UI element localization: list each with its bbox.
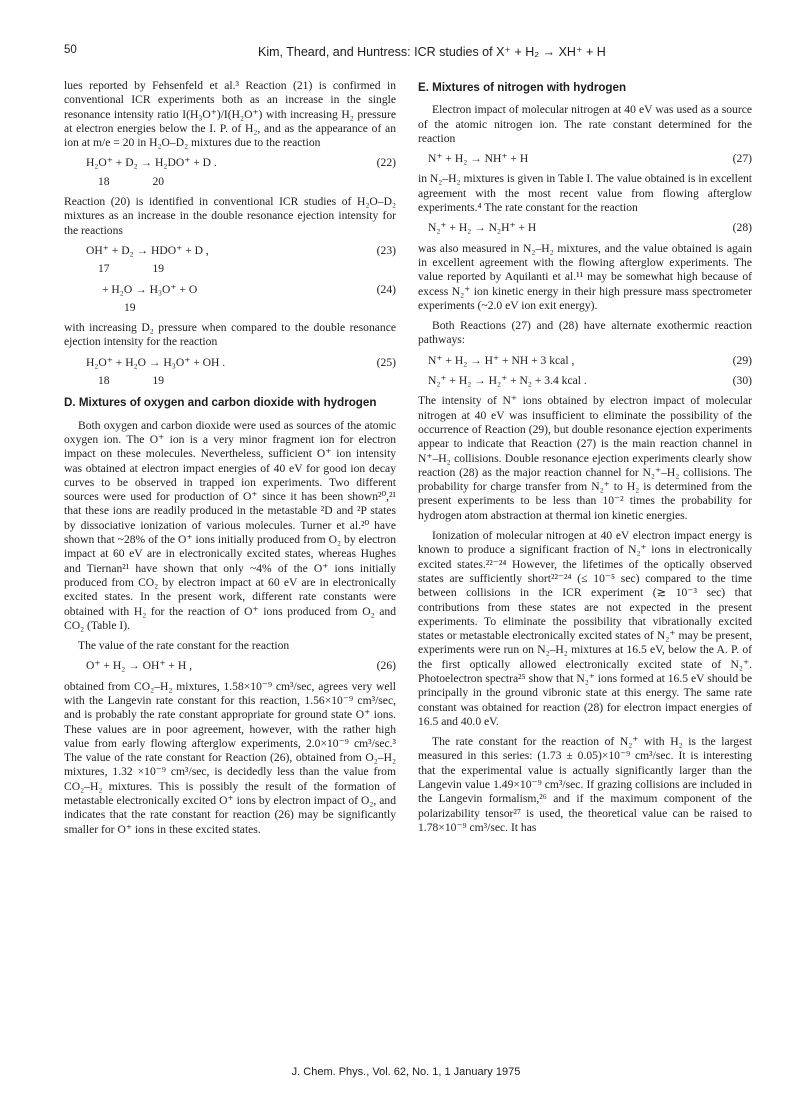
equation-25-masses: 18 19 bbox=[98, 374, 165, 388]
equation-25-text: H₂O⁺ + H₂O → H₃O⁺ + OH . bbox=[86, 355, 226, 369]
right-paragraph-4: Both Reactions (27) and (28) have alternate exothermic reaction pathways: bbox=[418, 319, 752, 347]
equation-26-number: (26) bbox=[376, 659, 396, 673]
right-paragraph-1: Electron impact of molecular nitrogen at 40 eV was used as a source of the atomic nitrogen ion. The rate constant determined for the reaction bbox=[418, 103, 752, 145]
equation-30-number: (30) bbox=[732, 374, 752, 388]
equation-25 bbox=[64, 356, 396, 389]
journal-citation: J. Chem. Phys., Vol. 62, No. 1, 1 January 1975 bbox=[291, 1066, 521, 1078]
right-paragraph-3: was also measured in N₂–H₂ mixtures, and the value obtained is again in excellent agreement with the flowing afterglow experiments. The value reported by Aquilanti et al.¹¹ may be somewhat high because of excess N₂⁺ ion kinetic energy in their high pressure mass spectrometer experiments (~2.0 eV ion exit energy). bbox=[418, 241, 752, 312]
equation-30 bbox=[418, 374, 752, 388]
right-column bbox=[418, 79, 752, 841]
section-heading-d: D. Mixtures of oxygen and carbon dioxide with hydrogen bbox=[64, 396, 377, 410]
equation-27-text: N⁺ + H₂ → NH⁺ + H bbox=[428, 152, 529, 166]
equation-23-masses: 17 19 bbox=[98, 262, 165, 276]
equation-22 bbox=[64, 156, 396, 189]
equation-24-text: + H₂O → H₃O⁺ + O bbox=[102, 282, 198, 296]
equation-25-number: (25) bbox=[376, 355, 396, 369]
right-paragraph-5: The intensity of N⁺ ions obtained by electron impact of molecular nitrogen at 40 eV was insufficient to eliminate the possibility of the occurrence of Reaction (29), but double resonance ejection experiments appear to indicate that Reaction (27) is the main reaction channel in N⁺–H₂ collisions. Double resonance ejection experiments clearly show reaction (28) as the major reaction channel for N₂⁺–H₂ collisions. The probability for charge transfer from N₂⁺ to H₂ is determined from the present experiments to be less than 10⁻² times the probability for hydrogen atom abstraction at thermal ion kinetic energies. bbox=[418, 394, 752, 522]
equation-28-text: N₂⁺ + H₂ → N₂H⁺ + H bbox=[428, 221, 537, 235]
equation-22-text: H₂O⁺ + D₂ → H₂DO⁺ + D . bbox=[86, 156, 217, 170]
equation-22-masses: 18 20 bbox=[98, 174, 165, 188]
equation-23 bbox=[64, 244, 396, 277]
equation-28 bbox=[418, 221, 752, 235]
equation-30-text: N₂⁺ + H₂ → H₂⁺ + N₂ + 3.4 kcal . bbox=[428, 374, 587, 388]
equation-23-number: (23) bbox=[376, 243, 396, 257]
equation-24-masses: 19 bbox=[124, 300, 136, 314]
page-number: 50 bbox=[64, 44, 77, 56]
right-paragraph-6: Ionization of molecular nitrogen at 40 eV electron impact energy is known to produce a significant fraction of N₂⁺ ions in electronically excited states.²²⁻²⁴ However, the lifetimes of the optically observed states are sufficiently short²²⁻²⁴ (≤ 10⁻⁵ sec) compared to the time between collisions in the ICR experiment (≳ 10⁻³ sec) that contributions from these states are not expected in the present experiments. To eliminate the possibility that vibrationally excited states or metastable electronically excited states of N₂⁺ may be present, experiments were run on N₂–H₂ mixtures at 16.5 eV, below the A. P. of the first optically allowed electronically excited state of N₂⁺. Photoelectron spectra²⁵ show that N₂⁺ ions formed at 16.5 eV should be principally in the ground vibronic state at this energy. The same rate constant was obtained for reaction (28) for electron impact energies of 16.5 and 40.0 eV. bbox=[418, 529, 752, 728]
equation-29 bbox=[418, 354, 752, 368]
running-title: Kim, Theard, and Huntress: ICR studies of X⁺ + H₂ → XH⁺ + H bbox=[258, 45, 606, 59]
left-paragraph-5: The value of the rate constant for the reaction bbox=[78, 639, 290, 653]
left-column bbox=[64, 79, 396, 843]
left-paragraph-1: lues reported by Fehsenfeld et al.³ Reaction (21) is confirmed in conventional ICR experiments both as an increase in the single resonance intensity ratio I(H₃O⁺)/I(H₂O⁺) with increasing H₂ pressure at electron energies below the I. P. of H₂, and as the appearance of an ion at m/e = 20 in H₂O–D₂ mixtures due to the reaction bbox=[64, 79, 396, 150]
left-paragraph-3: with increasing D₂ pressure when compared to the double resonance ejection intensity for the reaction bbox=[64, 321, 396, 349]
equation-29-text: N⁺ + H₂ → H⁺ + NH + 3 kcal , bbox=[428, 353, 575, 367]
equation-29-number: (29) bbox=[732, 353, 752, 367]
equation-24 bbox=[64, 283, 396, 316]
equation-28-number: (28) bbox=[732, 221, 752, 235]
equation-23-text: OH⁺ + D₂ → HDO⁺ + D , bbox=[86, 243, 209, 257]
left-paragraph-4: Both oxygen and carbon dioxide were used as sources of the atomic oxygen ion. The O⁺ ion is a very minor fragment ion for electron impact on these molecules. Nevertheless, sufficient O⁺ ion intensity was obtained at electron impact energies of 40 eV for good ion decay curves to be observed in trapped ion experiments. Two different sources were used for production of O⁺ since it has been shown²⁰,²¹ that these ions are readily produced in the metastable ²D and ²P states by dissociative ionization of various molecules. Turner et al.²⁰ have shown that ~28% of the O⁺ ions initially produced from O₂ by electron impact at 60 eV are in electronically excited states, whereas Hughes and Tiernan²¹ have shown that only ~4% of the O⁺ ions initially produced from CO₂ by electron impact at 60 eV are in electronically excited states. In the present work, different rate constants were obtained with H₂ for the reaction of O⁺ ions produced from O₂ and CO₂ (Table I). bbox=[64, 418, 396, 632]
equation-26 bbox=[64, 659, 396, 673]
equation-26-text: O⁺ + H₂ → OH⁺ + H , bbox=[86, 659, 193, 673]
left-paragraph-6: obtained from CO₂–H₂ mixtures, 1.58×10⁻⁹ cm³/sec, agrees very well with the Langevin rate constant for this reaction, 1.56×10⁻⁹ cm³/sec, and is probably the rate constant appropriate for ground state O⁺ ions. These values are in poor agreement, however, with the rather high value from early flowing afterglow experiments, 2.0×10⁻⁹ cm³/sec.³ The value of the rate constant for Reaction (26), obtained from O₂–H₂ mixtures, 1.32 ×10⁻⁹ cm³/sec, is decidedly less than the value from CO₂–H₂ mixtures. This is possibly the result of the formation of metastable electronically excited O⁺ ions by electron impact of O₂, and indicates that the rate constant for reaction (26) may be significantly smaller for O⁺ ions in these excited states. bbox=[64, 679, 396, 836]
equation-27-number: (27) bbox=[732, 152, 752, 166]
section-heading-e: E. Mixtures of nitrogen with hydrogen bbox=[418, 81, 627, 94]
right-paragraph-7: The rate constant for the reaction of N₂⁺ with H₂ is the largest measured in this series: (1.73 ± 0.05)×10⁻⁹ cm³/sec. It is interesting that the experimental value is actually significantly larger than the Langevin value 1.49×10⁻⁹ cm³/sec. If grazing collisions are included in the Langevin formalism,²⁶ and if the maximum component of the polarizability tensor²⁷ is used, the theoretical value can be raised to 1.78×10⁻⁹ cm³/sec. It has bbox=[418, 735, 752, 834]
equation-22-number: (22) bbox=[376, 156, 396, 170]
equation-27 bbox=[418, 152, 752, 166]
equation-24-number: (24) bbox=[376, 282, 396, 296]
left-paragraph-2: Reaction (20) is identified in conventional ICR studies of H₂O–D₂ mixtures as an increase in the double resonance ejection intensity for the reactions bbox=[64, 195, 396, 237]
right-paragraph-2: in N₂–H₂ mixtures is given in Table I. The value obtained is in excellent agreement with the most recent value from flowing afterglow experiments.⁴ The rate constant for the reaction bbox=[418, 172, 752, 215]
